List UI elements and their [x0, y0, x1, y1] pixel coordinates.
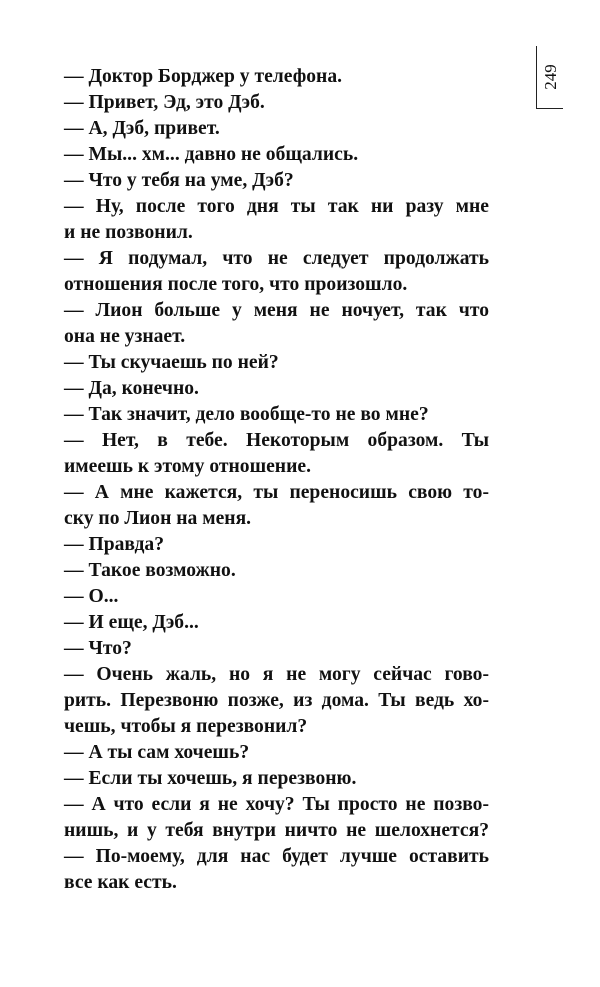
text-line: — А что если я не хочу? Ты просто не позво- [64, 794, 489, 815]
text-line: — Так значит, дело вообще-то не во мне? [64, 404, 429, 425]
text-line: — Лион больше у меня не ночует, так что [64, 300, 489, 321]
page-number: 249 [541, 64, 560, 90]
text-line: — Ты скучаешь по ней? [64, 352, 279, 373]
text-line: — Я подумал, что не следует продолжать [64, 248, 489, 269]
text-line: ску по Лион на меня. [64, 508, 252, 529]
text-line: нишь, и у тебя внутри ничто не шелохнется? [64, 820, 489, 841]
text-line: — Нет, в тебе. Некоторым образом. Ты [64, 430, 489, 451]
text-line: — А, Дэб, привет. [64, 118, 220, 139]
text-line: чешь, чтобы я перезвонил? [64, 716, 308, 737]
page-text [64, 64, 489, 896]
text-line: — Что? [64, 638, 132, 659]
text-line: — Ну, после того дня ты так ни разу мне [64, 196, 489, 217]
text-line: — Привет, Эд, это Дэб. [64, 92, 265, 113]
text-line: — А ты сам хочешь? [64, 742, 250, 763]
text-line: рить. Перезвоню позже, из дома. Ты ведь хо- [64, 690, 489, 711]
page-number-frame [536, 46, 563, 109]
text-line: — Мы... хм... давно не общались. [64, 144, 359, 165]
text-line: — И еще, Дэб... [64, 612, 199, 633]
text-line: — Доктор Борджер у телефона. [64, 66, 343, 87]
text-line: она не узнает. [64, 326, 186, 347]
text-line: — О... [64, 586, 119, 607]
text-line: все как есть. [64, 872, 177, 893]
text-line: — Если ты хочешь, я перезвоню. [64, 768, 357, 789]
text-line: — Очень жаль, но я не могу сейчас гово- [64, 664, 489, 685]
text-line: — Такое возможно. [64, 560, 236, 581]
text-line: имеешь к этому отношение. [64, 456, 311, 477]
text-line: и не позвонил. [64, 222, 193, 243]
text-line: — Да, конечно. [64, 378, 199, 399]
text-line: — А мне кажется, ты переносишь свою то- [64, 482, 489, 503]
text-line: — Что у тебя на уме, Дэб? [64, 170, 294, 191]
text-line: — По-моему, для нас будет лучше оставить [64, 846, 489, 867]
text-line: отношения после того, что произошло. [64, 274, 408, 295]
text-line: — Правда? [64, 534, 165, 555]
